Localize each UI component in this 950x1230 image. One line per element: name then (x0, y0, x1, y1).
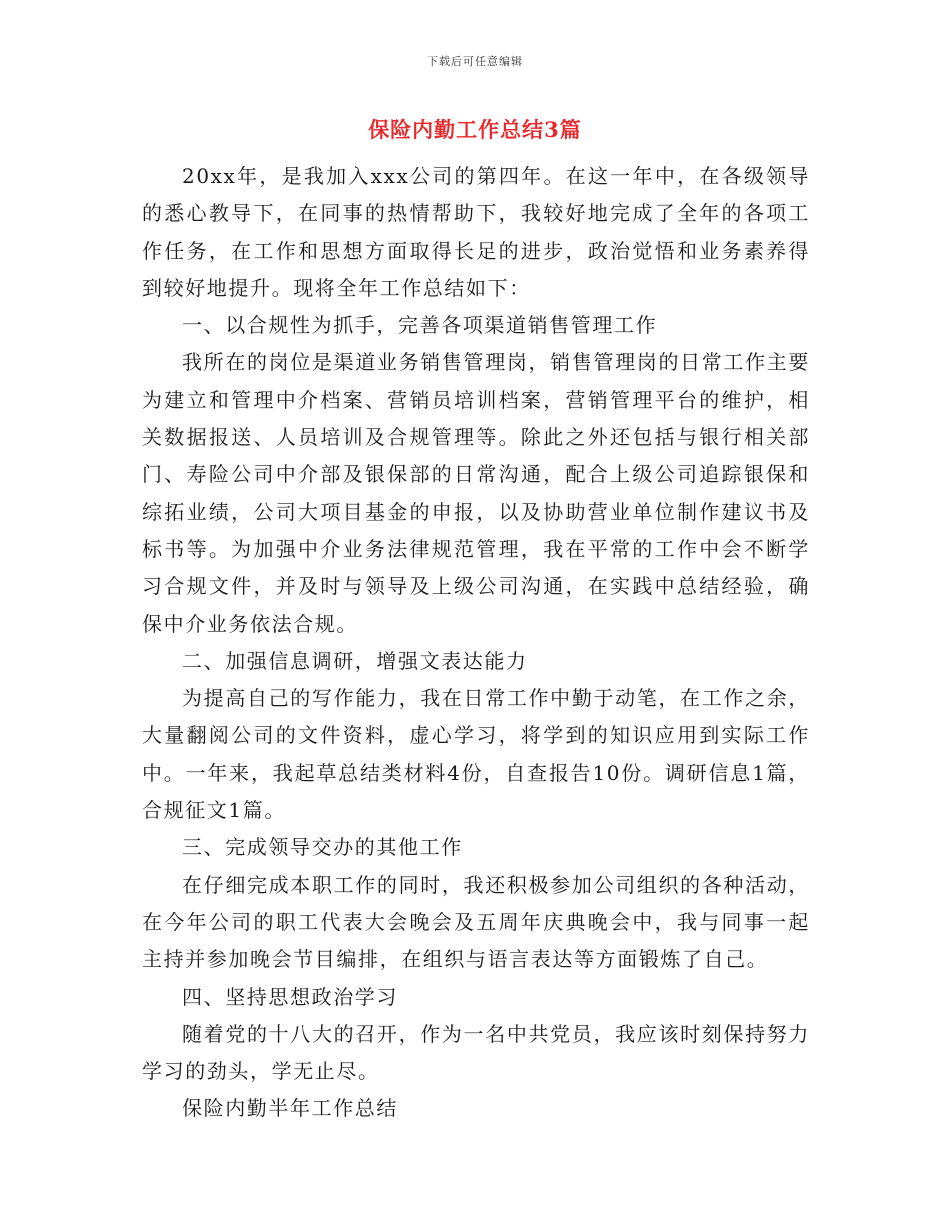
next-article-heading: 保险内勤半年工作总结 (182, 1096, 398, 1121)
intro-paragraph: 20xx年，是我加入xxx公司的第四年。在这一年中，在各级领导的悉心教导下，在同事的热情帮助下，我较好地完成了全年的各项工作任务，在工作和思想方面取得长足的进步，政治觉悟和业务素养得到较好地提升。现将全年工作总结如下： (142, 164, 810, 300)
section-heading-3: 三、完成领导交办的其他工作 (182, 835, 463, 860)
section-4-paragraph: 随着党的十八大的召开，作为一名中共党员，我应该时刻保持努力学习的劲头，学无止尽。 (142, 1021, 810, 1084)
section-heading-1: 一、以合规性为抓手，完善各项渠道销售管理工作 (182, 313, 658, 338)
section-heading-4: 四、坚持思想政治学习 (182, 984, 398, 1009)
document-title: 保险内勤工作总结3篇 (368, 117, 582, 142)
section-2-paragraph: 为提高自己的写作能力，我在日常工作中勤于动笔，在工作之余，大量翻阅公司的文件资料，虚心学习，将学到的知识应用到实际工作中。一年来，我起草总结类材料4份，自查报告10份。调研信息1篇，合规征文1篇。 (142, 686, 810, 823)
section-heading-2: 二、加强信息调研，增强文表达能力 (182, 648, 528, 673)
section-1-paragraph: 我所在的岗位是渠道业务销售管理岗，销售管理岗的日常工作主要为建立和管理中介档案、营销员培训档案，营销管理平台的维护，相关数据报送、人员培训及合规管理等。除此之外还包括与银行相关部门、寿险公司中介部及银保部的日常沟通，配合上级公司追踪银保和综拓业绩，公司大项目基金的申报，以及协助营业单位制作建议书及标书等。为加强中介业务法律规范管理，我在平常的工作中会不断学习合规文件，并及时与领导及上级公司沟通，在实践中总结经验，确保中介业务依法合规。 (142, 350, 810, 636)
header-note: 下载后可任意编辑 (427, 55, 523, 68)
section-3-paragraph: 在仔细完成本职工作的同时，我还积极参加公司组织的各种活动，在今年公司的职工代表大会晚会及五周年庆典晚会中，我与同事一起主持并参加晚会节目编排，在组织与语言表达等方面锻炼了自己。 (142, 872, 810, 972)
document-body (142, 158, 810, 1128)
